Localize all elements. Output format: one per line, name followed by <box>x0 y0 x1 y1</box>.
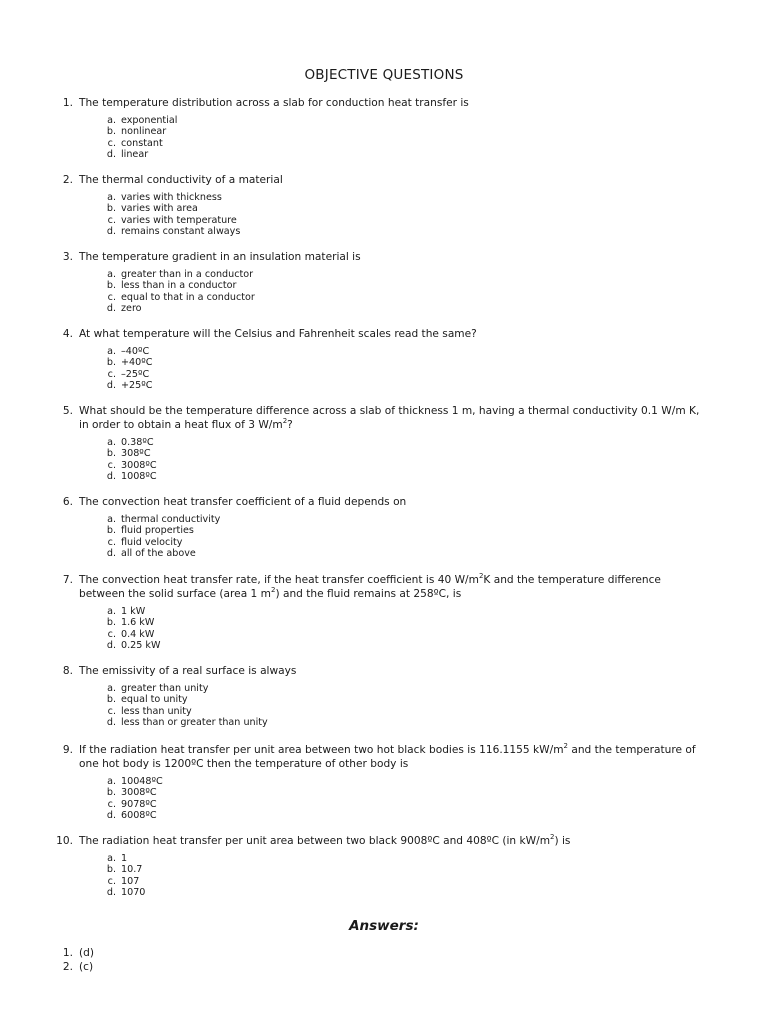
question-text: The convection heat transfer rate, if the heat transfer coefficient is 40 $W/m^2K$ and the temperature difference between the solid surface (area 1 $m^2$) and the fluid remains at 258ºC, is <box>79 572 661 600</box>
option-letter: b. <box>106 694 116 706</box>
option-item <box>0 787 709 798</box>
question-number: 5. <box>62 405 73 417</box>
option-list <box>0 115 709 161</box>
option-letter: b. <box>106 280 116 292</box>
answer-item <box>0 961 94 975</box>
option-text: varies with temperature <box>121 214 237 226</box>
option-text: zero <box>121 303 142 315</box>
option-text: 1008ºC <box>121 471 157 483</box>
option-item <box>0 717 709 728</box>
question-item <box>0 664 709 729</box>
answer-text: (d) <box>79 947 94 959</box>
option-text: less than unity <box>121 705 192 717</box>
option-item <box>0 799 709 810</box>
question-number: 9. <box>62 744 73 756</box>
option-item <box>0 269 709 280</box>
question-number: 4. <box>62 328 73 340</box>
option-text: greater than unity <box>121 683 209 694</box>
question-text: If the radiation heat transfer per unit area between two hot black bodies is 116.1155 $kW/m^2$ and the temperature of one hot body is 1200ºC then the temperature of other body is <box>79 742 696 770</box>
option-letter: c. <box>107 705 116 717</box>
option-text: –25ºC <box>121 368 150 380</box>
question-text: The temperature distribution across a slab for conduction heat transfer is <box>79 97 469 109</box>
option-item <box>0 369 709 380</box>
option-item <box>0 115 709 126</box>
question-number: 6. <box>62 496 73 508</box>
option-letter: a. <box>107 514 116 525</box>
option-item <box>0 460 709 471</box>
option-item <box>0 215 709 226</box>
question-number: 1. <box>62 97 73 109</box>
option-text: 9078ºC <box>121 798 157 810</box>
option-text: +40ºC <box>121 357 153 369</box>
answer-number: 1. <box>62 947 73 959</box>
option-text: 1.6 kW <box>121 617 155 629</box>
option-item <box>0 292 709 303</box>
option-item <box>0 346 709 357</box>
option-text: exponential <box>121 115 178 126</box>
option-letter: a. <box>107 346 116 357</box>
option-letter: c. <box>107 536 116 548</box>
option-letter: d. <box>106 303 116 315</box>
option-text: 3008ºC <box>121 787 157 799</box>
option-letter: c. <box>107 875 116 887</box>
option-item <box>0 864 709 875</box>
option-item <box>0 640 709 651</box>
option-letter: c. <box>107 368 116 380</box>
option-item <box>0 537 709 548</box>
option-text: all of the above <box>121 548 196 560</box>
question-item <box>0 573 709 652</box>
question-text: The convection heat transfer coefficient of a fluid depends on <box>79 496 407 508</box>
option-letter: d. <box>106 548 116 560</box>
option-letter: a. <box>107 776 116 787</box>
option-item <box>0 437 709 448</box>
option-letter: b. <box>106 525 116 537</box>
option-item <box>0 138 709 149</box>
question-text: The emissivity of a real surface is always <box>79 665 297 677</box>
option-text: 107 <box>121 875 140 887</box>
option-text: 6008ºC <box>121 810 157 822</box>
option-list <box>0 192 709 238</box>
option-text: constant <box>121 137 163 149</box>
option-item <box>0 303 709 314</box>
question-item <box>0 495 709 560</box>
option-letter: c. <box>107 459 116 471</box>
option-text: fluid velocity <box>121 536 183 548</box>
question-item <box>0 250 709 315</box>
option-text: equal to unity <box>121 694 188 706</box>
option-text: +25ºC <box>121 380 153 392</box>
question-text: The thermal conductivity of a material <box>79 174 283 186</box>
option-item <box>0 776 709 787</box>
option-text: 1070 <box>121 887 146 899</box>
option-item <box>0 853 709 864</box>
question-number: 2. <box>62 174 73 186</box>
option-text: 1 <box>121 853 128 864</box>
option-item <box>0 683 709 694</box>
option-letter: d. <box>106 717 116 729</box>
option-item <box>0 706 709 717</box>
option-item <box>0 514 709 525</box>
option-text: fluid properties <box>121 525 194 537</box>
answers-heading: Answers: <box>349 918 419 934</box>
option-letter: b. <box>106 787 116 799</box>
option-text: varies with area <box>121 203 198 215</box>
option-text: equal to that in a conductor <box>121 291 255 303</box>
option-letter: d. <box>106 471 116 483</box>
option-item <box>0 606 709 617</box>
question-item <box>0 96 709 161</box>
option-letter: b. <box>106 448 116 460</box>
question-text: The temperature gradient in an insulation material is <box>79 251 361 263</box>
option-text: 1 kW <box>121 606 146 617</box>
option-item <box>0 525 709 536</box>
question-item <box>0 327 709 392</box>
question-number: 8. <box>62 665 73 677</box>
option-item <box>0 876 709 887</box>
option-text: 0.25 kW <box>121 640 161 652</box>
option-letter: c. <box>107 291 116 303</box>
option-list <box>0 776 709 822</box>
option-text: nonlinear <box>121 126 167 138</box>
option-letter: d. <box>106 226 116 238</box>
option-item <box>0 203 709 214</box>
option-item <box>0 629 709 640</box>
option-list <box>0 514 709 560</box>
option-text: 10048ºC <box>121 776 163 787</box>
question-text: The radiation heat transfer per unit area between two black 9008ºC and 408ºC (in $kW/m^2$) is <box>79 833 571 847</box>
option-text: 0.4 kW <box>121 628 155 640</box>
option-text: varies with thickness <box>121 192 222 203</box>
option-letter: b. <box>106 203 116 215</box>
option-letter: a. <box>107 437 116 448</box>
option-letter: c. <box>107 798 116 810</box>
option-list <box>0 437 709 483</box>
option-letter: c. <box>107 628 116 640</box>
option-letter: a. <box>107 115 116 126</box>
question-number: 10. <box>56 835 73 847</box>
option-list <box>0 269 709 315</box>
option-letter: a. <box>107 853 116 864</box>
option-letter: c. <box>107 214 116 226</box>
option-item <box>0 380 709 391</box>
option-item <box>0 192 709 203</box>
option-letter: d. <box>106 380 116 392</box>
question-number: 3. <box>62 251 73 263</box>
option-text: thermal conductivity <box>121 514 221 525</box>
option-item <box>0 617 709 628</box>
option-text: remains constant always <box>121 226 241 238</box>
option-letter: b. <box>106 126 116 138</box>
question-number: 7. <box>62 574 73 586</box>
option-item <box>0 357 709 368</box>
option-item <box>0 471 709 482</box>
option-text: less than or greater than unity <box>121 717 268 729</box>
option-letter: c. <box>107 137 116 149</box>
option-text: 0.38ºC <box>121 437 154 448</box>
option-letter: b. <box>106 617 116 629</box>
option-list <box>0 853 709 899</box>
option-letter: d. <box>106 640 116 652</box>
option-letter: d. <box>106 887 116 899</box>
document-title: OBJECTIVE QUESTIONS <box>304 67 464 83</box>
option-text: less than in a conductor <box>121 280 237 292</box>
option-letter: a. <box>107 683 116 694</box>
option-item <box>0 694 709 705</box>
option-letter: d. <box>106 149 116 161</box>
question-item <box>0 743 709 822</box>
answer-list <box>0 947 94 974</box>
option-item <box>0 448 709 459</box>
option-list <box>0 683 709 729</box>
option-text: 308ºC <box>121 448 151 460</box>
option-letter: b. <box>106 864 116 876</box>
option-text: 10.7 <box>121 864 143 876</box>
question-item <box>0 404 709 483</box>
answer-item <box>0 947 94 961</box>
option-letter: d. <box>106 810 116 822</box>
option-letter: a. <box>107 606 116 617</box>
option-text: 3008ºC <box>121 459 157 471</box>
option-item <box>0 226 709 237</box>
option-item <box>0 810 709 821</box>
option-item <box>0 126 709 137</box>
question-item <box>0 834 709 899</box>
option-text: –40ºC <box>121 346 150 357</box>
option-item <box>0 887 709 898</box>
option-item <box>0 149 709 160</box>
question-item <box>0 173 709 238</box>
option-text: linear <box>121 149 149 161</box>
option-list <box>0 346 709 392</box>
option-item <box>0 280 709 291</box>
question-text: At what temperature will the Celsius and Fahrenheit scales read the same? <box>79 328 477 340</box>
answer-number: 2. <box>62 960 73 973</box>
option-list <box>0 606 709 652</box>
question-text: What should be the temperature difference across a slab of thickness 1 m, having a thermal conductivity 0.1 W/m K, in order to obtain a heat flux of 3 $W/m^2$? <box>79 405 700 431</box>
option-letter: a. <box>107 269 116 280</box>
answer-text: (c) <box>79 960 94 973</box>
option-text: greater than in a conductor <box>121 269 254 280</box>
option-letter: a. <box>107 192 116 203</box>
option-item <box>0 548 709 559</box>
option-letter: b. <box>106 357 116 369</box>
